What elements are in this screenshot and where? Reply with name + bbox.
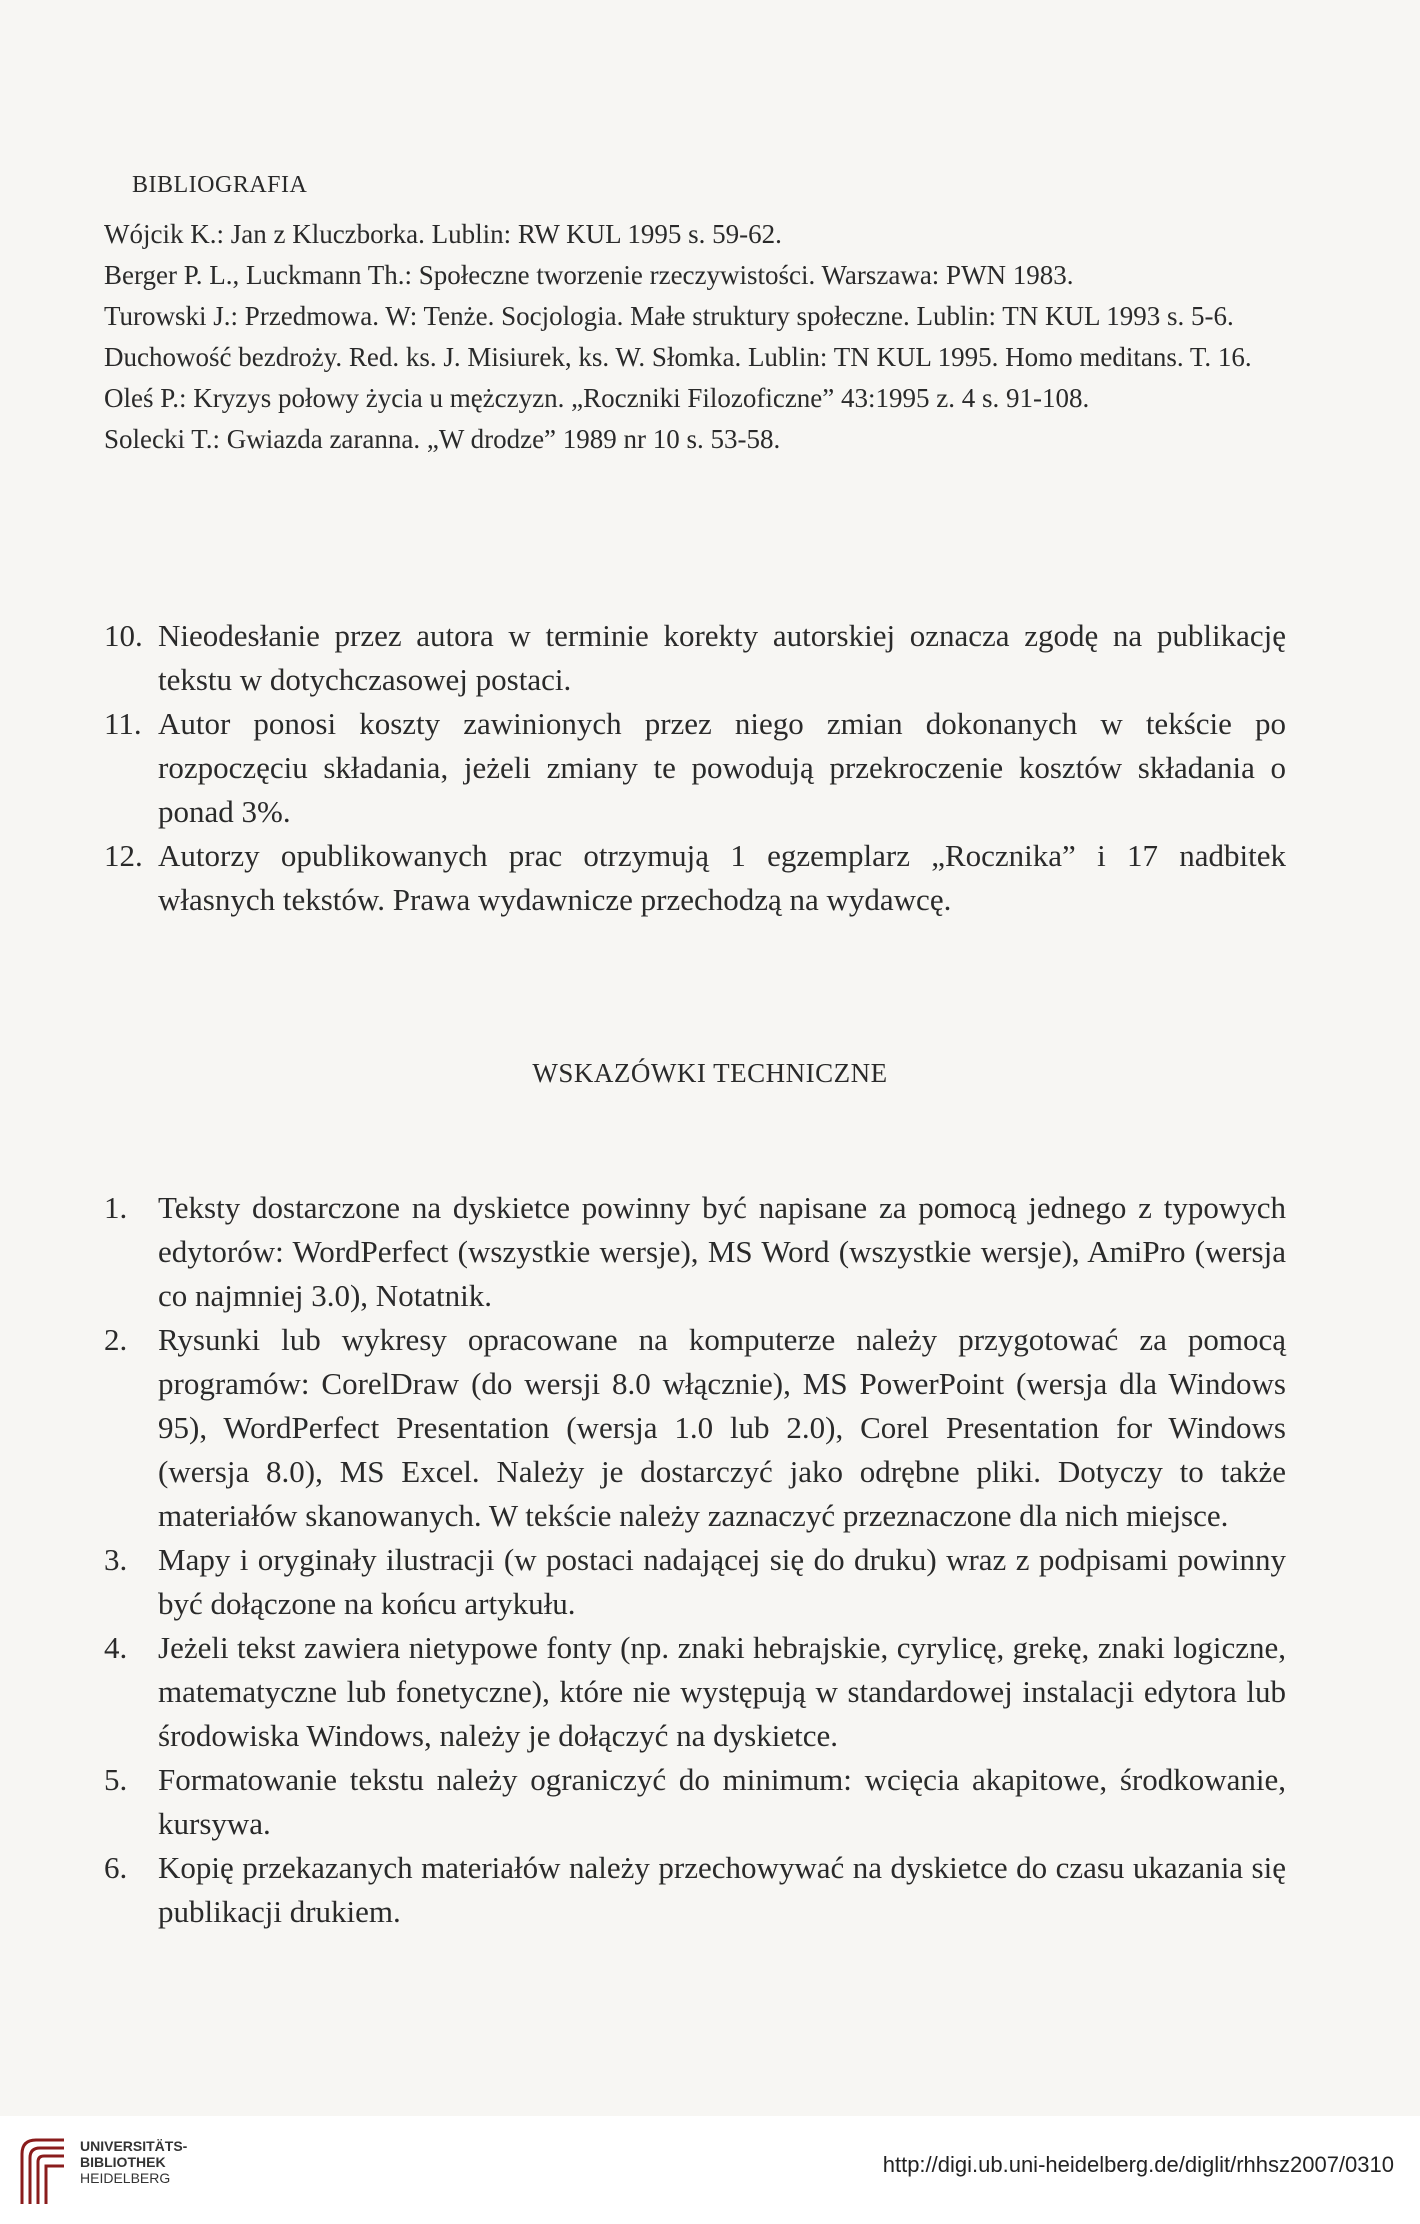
library-name [80, 2138, 187, 2186]
list-item [104, 1846, 1286, 1934]
item-number: 3. [104, 1542, 128, 1577]
bibliography-entry: Wójcik K.: Jan z Kluczborka. Lublin: RW KUL 1995 s. 59-62. [104, 219, 782, 249]
item-number: 10. [104, 618, 143, 653]
item-text: Nieodesłanie przez autora w terminie korekty autorskiej oznacza zgodę na publikację tekstu w dotychczasowej postaci. [158, 618, 1286, 697]
list-item [104, 1538, 1286, 1626]
item-number: 4. [104, 1630, 128, 1665]
item-text: Teksty dostarczone na dyskietce powinny być napisane za pomocą jednego z typowych edytorów: WordPerfect (wszystkie wersje), MS Word (wszystkie wersje), AmiPro (wersja co najmniej 3.0), Notatnik. [158, 1190, 1286, 1313]
technical-list [104, 1186, 1286, 1934]
item-text: Formatowanie tekstu należy ograniczyć do minimum: wcięcia akapitowe, środkowanie, kursywa. [158, 1762, 1286, 1841]
item-text: Autorzy opublikowanych prac otrzymują 1 egzemplarz „Rocznika” i 17 nadbitek własnych tekstów. Prawa wydawnicze przechodzą na wydawcę. [158, 838, 1286, 917]
list-item [104, 1318, 1286, 1538]
bibliography-heading: BIBLIOGRAFIA [132, 172, 308, 198]
list-item [104, 1186, 1286, 1318]
library-name-line: BIBLIOTHEK [80, 2154, 166, 2170]
item-number: 1. [104, 1190, 128, 1225]
technical-heading: WSKAZÓWKI TECHNICZNE [532, 1058, 888, 1088]
item-number: 11. [104, 706, 142, 741]
library-name-line: HEIDELBERG [80, 2170, 171, 2186]
library-logo-icon [16, 2134, 70, 2206]
item-text: Jeżeli tekst zawiera nietypowe fonty (np. znaki hebrajskie, cyrylicę, grekę, znaki logiczne, matematyczne lub fonetyczne), które nie występują w standardowej instalacji edytora lub środowiska Windows, należy je dołączyć na dyskietce. [158, 1630, 1286, 1753]
item-number: 6. [104, 1850, 128, 1885]
footer-bar [0, 2116, 1420, 2224]
item-text: Kopię przekazanych materiałów należy przechowywać na dyskietce do czasu ukazania się publikacji drukiem. [158, 1850, 1286, 1929]
source-url-link[interactable]: http://digi.ub.uni-heidelberg.de/diglit/rhhsz2007/0310 [882, 2152, 1394, 2177]
bibliography-entry: Berger P. L., Luckmann Th.: Społeczne tworzenie rzeczywistości. Warszawa: PWN 1983. [104, 260, 1074, 290]
bibliography-list [104, 214, 1284, 460]
list-item [104, 702, 1286, 834]
item-text: Mapy i oryginały ilustracji (w postaci nadającej się do druku) wraz z podpisami powinny być dołączone na końcu artykułu. [158, 1542, 1286, 1621]
list-item [104, 1626, 1286, 1758]
item-text: Autor ponosi koszty zawinionych przez niego zmian dokonanych w tekście po rozpoczęciu składania, jeżeli zmiany te powodują przekroczenie kosztów składania o ponad 3%. [158, 706, 1286, 829]
bibliography-entry: Oleś P.: Kryzys połowy życia u mężczyzn. „Roczniki Filozoficzne” 43:1995 z. 4 s. 91-108. [104, 383, 1090, 413]
item-number: 5. [104, 1762, 128, 1797]
bibliography-entry: Duchowość bezdroży. Red. ks. J. Misiurek, ks. W. Słomka. Lublin: TN KUL 1995. Homo meditans. T. 16. [104, 342, 1252, 372]
list-item [104, 834, 1286, 922]
bibliography-entry: Solecki T.: Gwiazda zaranna. „W drodze” 1989 nr 10 s. 53-58. [104, 424, 781, 454]
rules-list [104, 614, 1286, 922]
library-name-line: UNIVERSITÄTS- [80, 2138, 188, 2154]
bibliography-entry: Turowski J.: Przedmowa. W: Tenże. Socjologia. Małe struktury społeczne. Lublin: TN KUL 1993 s. 5-6. [104, 301, 1234, 331]
list-item [104, 1758, 1286, 1846]
item-text: Rysunki lub wykresy opracowane na komputerze należy przygotować za pomocą programów: CorelDraw (do wersji 8.0 włącznie), MS PowerPoint (wersja dla Windows 95), WordPerfect Presentation (wersja 1.0 lub 2.0), Corel Presentation for Windows (wersja 8.0), MS Excel. Należy je dostarczyć jako odrębne pliki. Dotyczy to także materiałów skanowanych. W tekście należy zaznaczyć przeznaczone dla nich miejsce. [158, 1322, 1286, 1533]
item-number: 12. [104, 838, 143, 873]
list-item [104, 614, 1286, 702]
item-number: 2. [104, 1322, 128, 1357]
